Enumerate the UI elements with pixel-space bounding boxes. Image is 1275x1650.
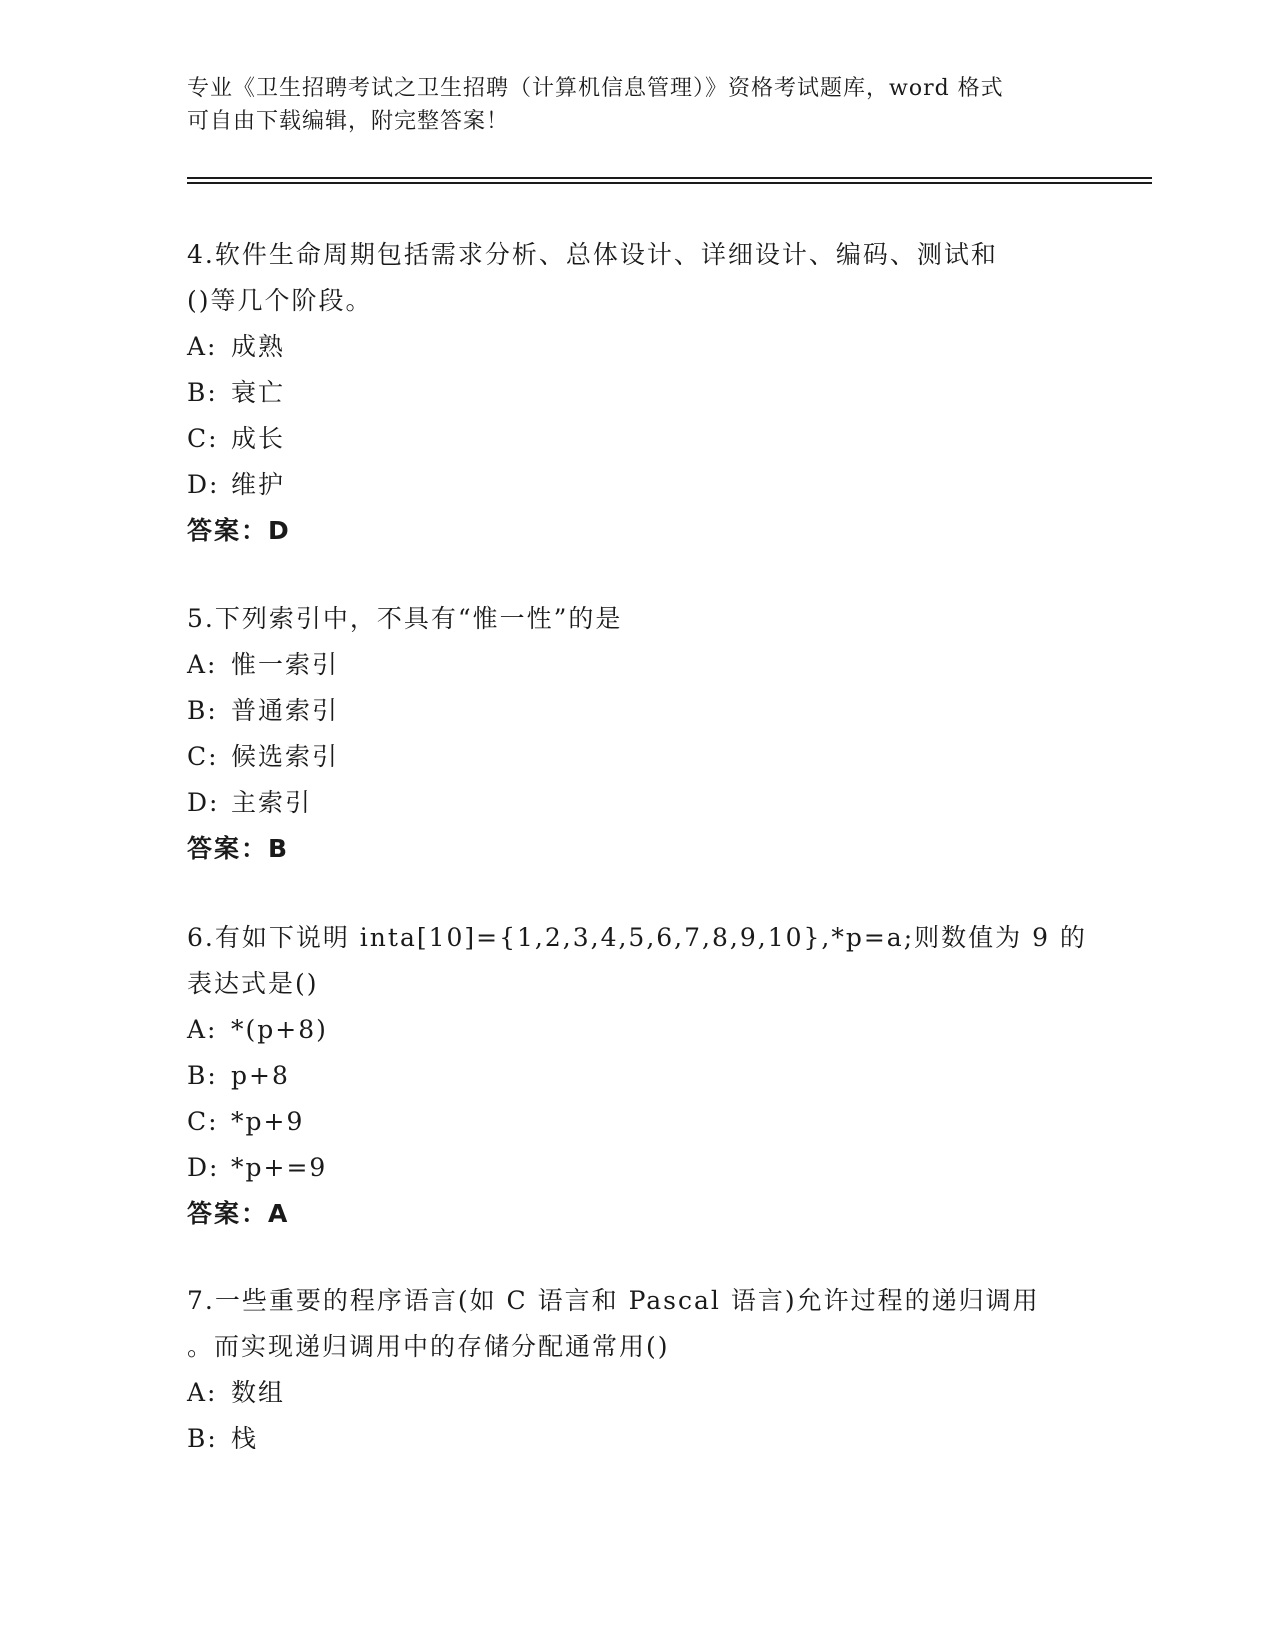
option-d <box>187 780 1087 826</box>
option-text: 普通索引 <box>231 696 340 725</box>
option-text: 候选索引 <box>231 742 340 771</box>
question-stem-line: 7.一些重要的程序语言(如 C 语言和 Pascal 语言)允许过程的递归调用 <box>187 1286 1040 1315</box>
header-line-1: 专业《卫生招聘考试之卫生招聘（计算机信息管理）》资格考试题库，word 格式 <box>187 76 1004 101</box>
question-7 <box>187 1278 1087 1462</box>
option-b <box>187 688 1087 734</box>
option-letter: D: <box>187 788 220 817</box>
option-letter: D: <box>187 1153 220 1182</box>
option-letter: A: <box>187 1378 218 1407</box>
question-6 <box>187 915 1087 1237</box>
question-stem-line: 4.软件生命周期包括需求分析、总体设计、详细设计、编码、测试和 <box>187 240 998 269</box>
option-text: *p+9 <box>231 1107 305 1136</box>
option-c <box>187 416 1087 462</box>
option-letter: D: <box>187 470 220 499</box>
option-a <box>187 324 1087 370</box>
header-line-2: 可自由下载编辑，附完整答案！ <box>187 109 510 134</box>
answer-line: 答案：D <box>187 516 291 545</box>
option-letter: B: <box>187 1061 218 1090</box>
option-letter: A: <box>187 1015 218 1044</box>
option-letter: C: <box>187 424 219 453</box>
option-letter: A: <box>187 332 218 361</box>
option-c <box>187 734 1087 780</box>
question-5 <box>187 596 1087 872</box>
option-text: 成熟 <box>231 332 286 361</box>
option-text: 成长 <box>231 424 286 453</box>
option-b <box>187 1053 1087 1099</box>
option-text: *p+=9 <box>231 1153 328 1182</box>
header-divider-top <box>187 177 1152 179</box>
option-a <box>187 1370 1087 1416</box>
header-divider-bottom <box>187 182 1152 184</box>
option-d <box>187 462 1087 508</box>
answer-line: 答案：A <box>187 1199 290 1228</box>
option-text: 栈 <box>231 1424 259 1453</box>
question-stem-line: 6.有如下说明 inta[10]={1,2,3,4,5,6,7,8,9,10},*p=a;则数值为 9 的 <box>187 923 1087 952</box>
option-letter: A: <box>187 650 218 679</box>
answer-line: 答案：B <box>187 834 290 863</box>
option-letter: B: <box>187 1424 218 1453</box>
question-stem-line: ()等几个阶段。 <box>187 286 373 315</box>
question-stem-line: 5.下列索引中，不具有“惟一性”的是 <box>187 604 623 633</box>
option-text: 主索引 <box>231 788 313 817</box>
option-c <box>187 1099 1087 1145</box>
option-text: 惟一索引 <box>231 650 340 679</box>
option-d <box>187 1145 1087 1191</box>
option-text: 维护 <box>231 470 286 499</box>
option-text: p+8 <box>231 1061 290 1090</box>
document-header <box>187 72 1087 138</box>
option-letter: B: <box>187 696 218 725</box>
option-letter: B: <box>187 378 218 407</box>
option-a <box>187 1007 1087 1053</box>
option-b <box>187 1416 1087 1462</box>
option-letter: C: <box>187 742 219 771</box>
question-4 <box>187 232 1087 554</box>
option-text: *(p+8) <box>231 1015 328 1044</box>
option-b <box>187 370 1087 416</box>
option-text: 衰亡 <box>231 378 286 407</box>
option-letter: C: <box>187 1107 219 1136</box>
option-text: 数组 <box>231 1378 286 1407</box>
option-a <box>187 642 1087 688</box>
question-stem-line: 表达式是() <box>187 969 319 998</box>
question-stem-line: 。而实现递归调用中的存储分配通常用() <box>187 1332 670 1361</box>
